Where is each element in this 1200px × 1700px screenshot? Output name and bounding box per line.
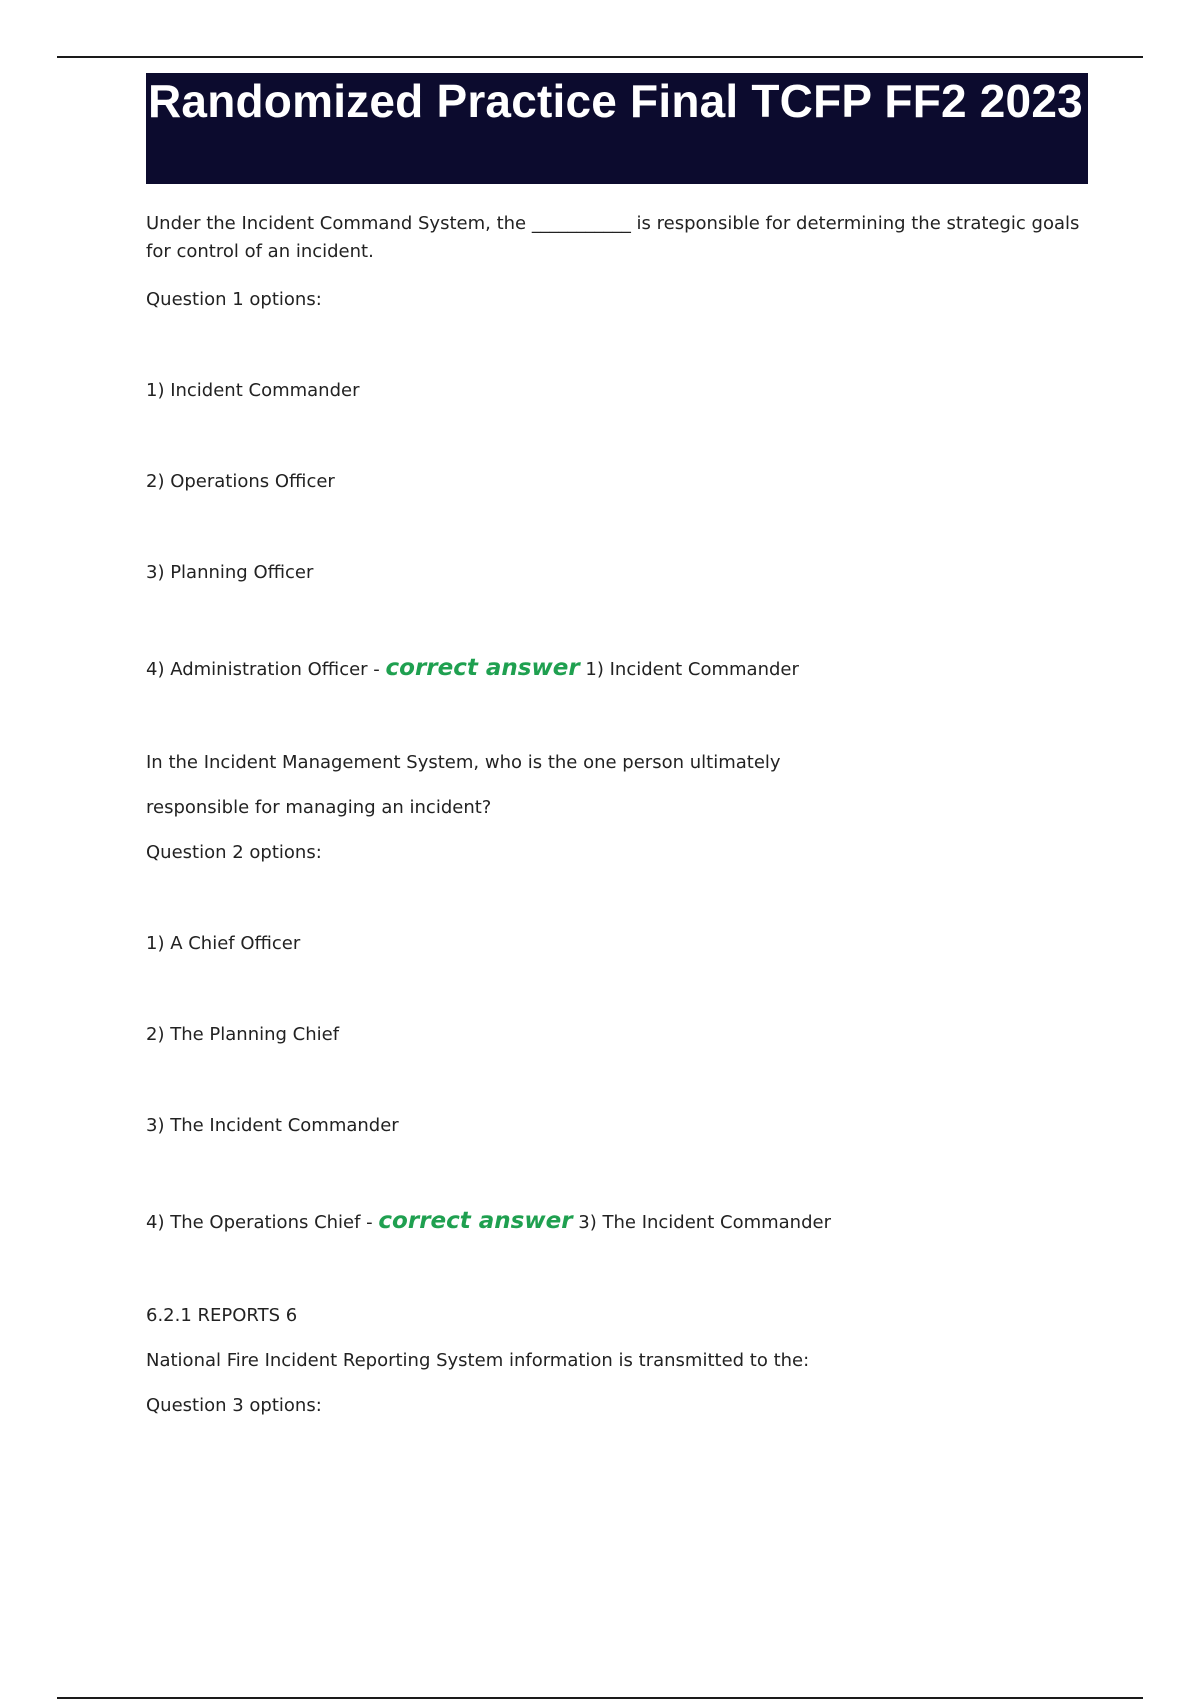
question-2-option-2: 2) The Planning Chief xyxy=(146,1024,340,1045)
question-3-text: National Fire Incident Reporting System information is transmitted to the: xyxy=(146,1350,810,1371)
question-2-text-line-2: responsible for managing an incident? xyxy=(146,797,492,818)
question-2-options-label: Question 2 options: xyxy=(146,842,322,863)
title-banner xyxy=(146,73,1088,184)
question-2-answer: 3) The Incident Commander xyxy=(578,1212,831,1233)
document-title: Randomized Practice Final TCFP FF2 2023 xyxy=(148,75,1083,127)
question-1-text: Under the Incident Command System, the ___________ is responsible for determining the strategic goals for control of an incident. xyxy=(146,213,1080,262)
footer-rule xyxy=(57,1697,1143,1699)
question-1-option-4: 4) Administration Officer - xyxy=(146,659,380,680)
question-1-option-2: 2) Operations Officer xyxy=(146,471,335,492)
correct-answer-label: correct answer xyxy=(378,1208,573,1234)
question-1-options-label: Question 1 options: xyxy=(146,289,322,310)
header-rule xyxy=(57,56,1143,58)
correct-answer-label: correct answer xyxy=(385,655,580,681)
question-1-option-3: 3) Planning Officer xyxy=(146,562,314,583)
question-2-option-1: 1) A Chief Officer xyxy=(146,933,301,954)
question-1-option-1: 1) Incident Commander xyxy=(146,380,360,401)
question-1-option-4-line xyxy=(146,655,799,681)
question-2-text-line-1: In the Incident Management System, who is the one person ultimately xyxy=(146,752,781,773)
question-1-answer: 1) Incident Commander xyxy=(585,659,799,680)
question-2-option-4: 4) The Operations Chief - xyxy=(146,1212,373,1233)
question-2-option-3: 3) The Incident Commander xyxy=(146,1115,399,1136)
document-body xyxy=(146,73,1088,1416)
question-3-options-label: Question 3 options: xyxy=(146,1395,322,1416)
section-heading: 6.2.1 REPORTS 6 xyxy=(146,1305,298,1326)
question-2-option-4-line xyxy=(146,1208,831,1234)
